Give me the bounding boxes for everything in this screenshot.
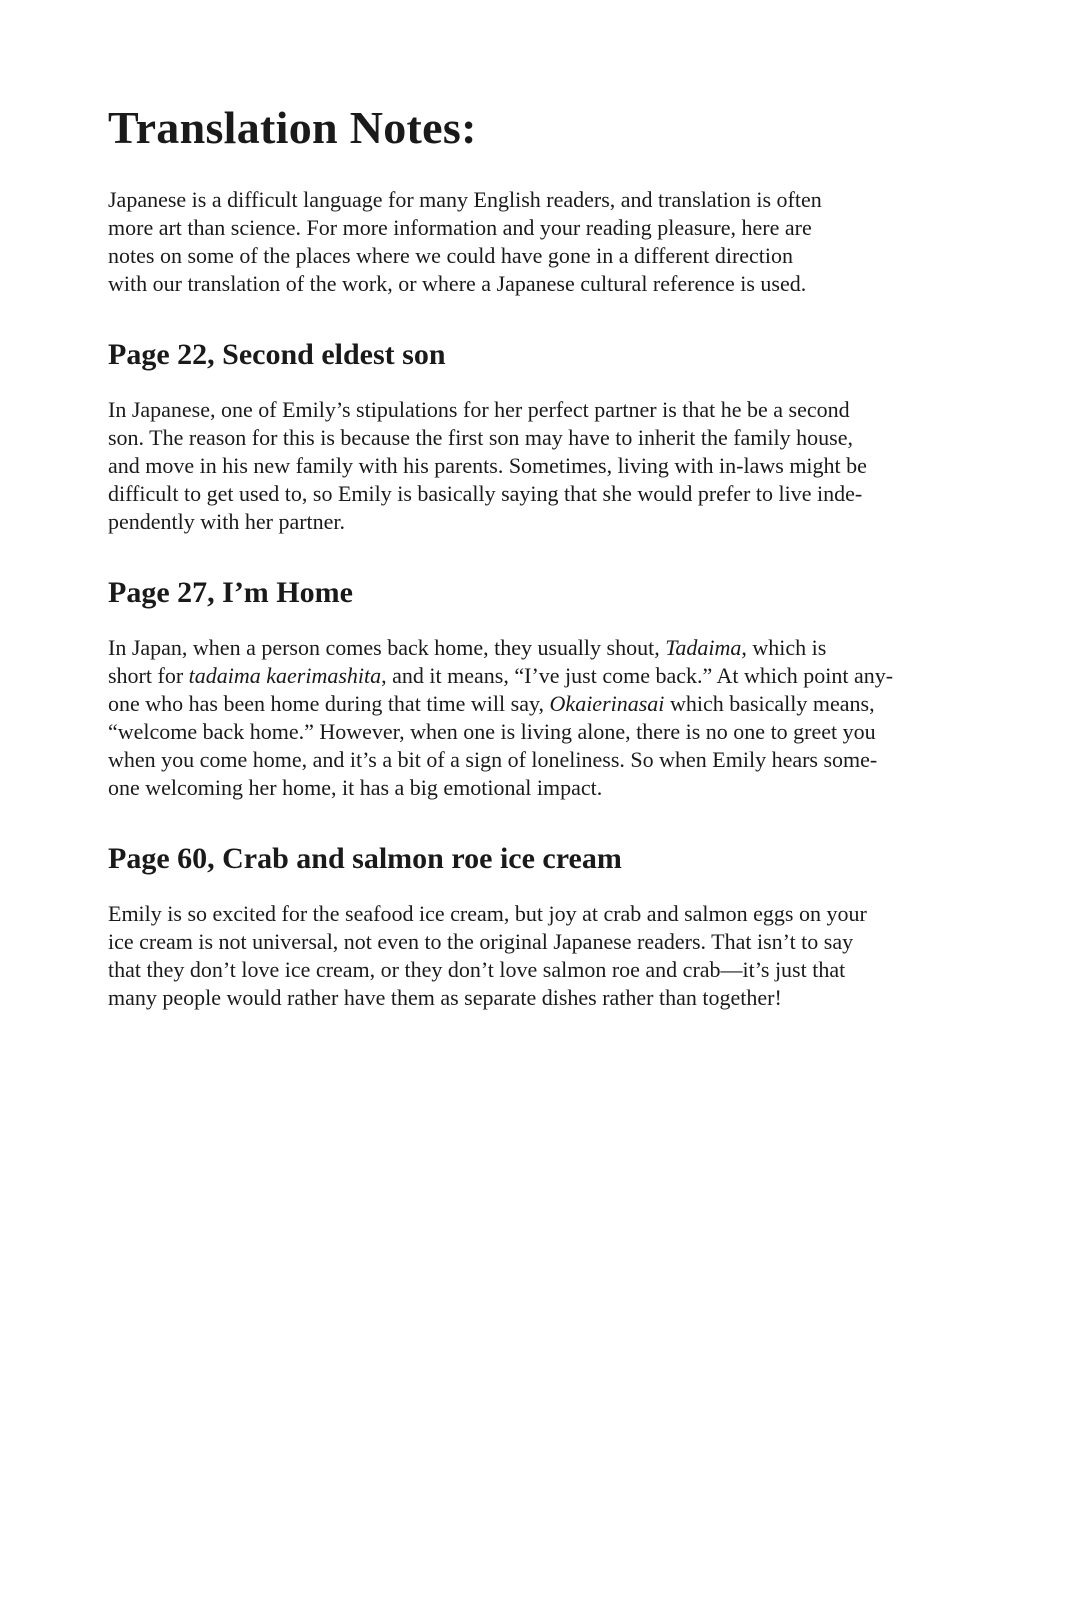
body-line: Emily is so excited for the seafood ice cream, but joy at crab and salmon eggs on your [108, 901, 867, 926]
section-body [108, 396, 988, 536]
body-line: “welcome back home.” However, when one is living alone, there is no one to greet you [108, 719, 876, 744]
text-run: which basically means, [664, 691, 875, 716]
intro-line: with our translation of the work, or where a Japanese cultural reference is used. [108, 271, 807, 296]
body-line: one welcoming her home, it has a big emotional impact. [108, 775, 603, 800]
body-line: son. The reason for this is because the first son may have to inherit the family house, [108, 425, 853, 450]
italic-term: Tadaima [665, 635, 742, 660]
body-line: pendently with her partner. [108, 509, 346, 534]
section-heading: Page 27, I’m Home [108, 576, 353, 609]
body-line: difficult to get used to, so Emily is basically saying that she would prefer to live inde- [108, 481, 863, 506]
document-page [108, 100, 988, 1012]
section-body [108, 900, 988, 1012]
intro-line: notes on some of the places where we could have gone in a different direction [108, 243, 794, 268]
body-line: that they don’t love ice cream, or they don’t love salmon roe and crab—it’s just that [108, 957, 846, 982]
note-section-page-22 [108, 336, 988, 536]
text-run: In Japan, when a person comes back home, they usually shout, [108, 635, 666, 660]
text-run: one who has been home during that time will say, [108, 691, 550, 716]
intro-paragraph [108, 186, 988, 298]
note-section-page-60 [108, 840, 988, 1012]
section-heading: Page 60, Crab and salmon roe ice cream [108, 842, 622, 875]
text-run: , and it means, “I’ve just come back.” At which point any- [381, 663, 894, 688]
body-line: ice cream is not universal, not even to the original Japanese readers. That isn’t to say [108, 929, 854, 954]
intro-line: more art than science. For more information and your reading pleasure, here are [108, 215, 812, 240]
section-heading: Page 22, Second eldest son [108, 338, 446, 371]
body-line: many people would rather have them as separate dishes rather than together! [108, 985, 782, 1010]
body-line: when you come home, and it’s a bit of a sign of loneliness. So when Emily hears some- [108, 747, 878, 772]
text-run: , which is [741, 635, 827, 660]
note-section-page-27 [108, 574, 988, 802]
section-body [108, 634, 988, 802]
body-line: and move in his new family with his parents. Sometimes, living with in-laws might be [108, 453, 867, 478]
body-line [108, 634, 988, 662]
body-line [108, 690, 988, 718]
text-run: short for [108, 663, 189, 688]
italic-term: tadaima kaerimashita [188, 663, 382, 688]
intro-line: Japanese is a difficult language for many English readers, and translation is often [108, 187, 822, 212]
page-title: Translation Notes: [108, 102, 477, 153]
body-line: In Japanese, one of Emily’s stipulations for her perfect partner is that he be a second [108, 397, 850, 422]
italic-term: Okaierinasai [549, 691, 665, 716]
body-line [108, 662, 988, 690]
